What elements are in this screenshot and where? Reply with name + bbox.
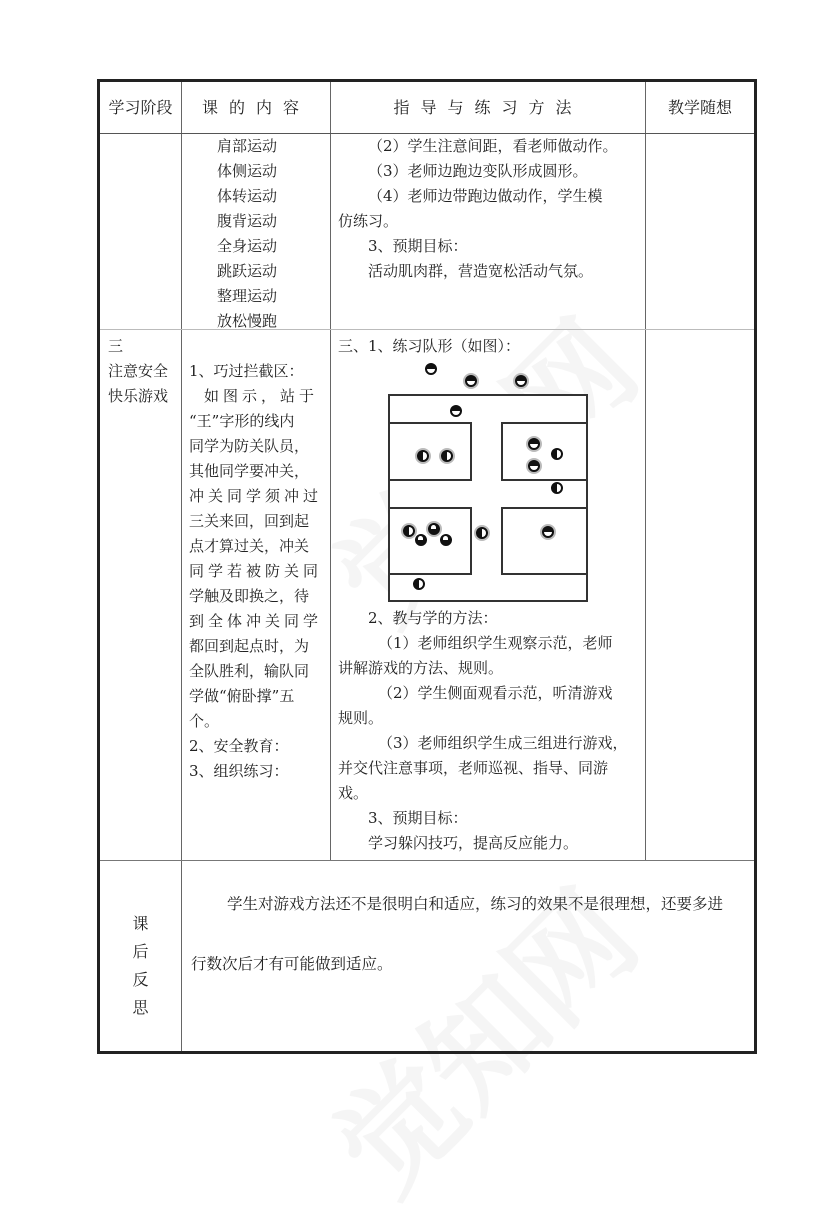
method-line: （2）学生侧面观看示范，听清游戏	[378, 684, 613, 702]
method-line: 3、预期目标：	[368, 809, 468, 827]
method-title: 三、1、练习队形（如图）：	[338, 337, 521, 355]
player-icon	[528, 438, 540, 450]
zone-box	[501, 422, 588, 481]
header-notes: 教学随想	[667, 98, 732, 117]
stage-line: 三	[108, 337, 124, 355]
method-line: （4）老师边带跑边做动作，学生模	[368, 187, 603, 205]
method-line: 仿练习。	[338, 212, 399, 230]
player-icon	[551, 448, 563, 460]
reflection-char: 反	[132, 970, 149, 989]
content-item: 跳跃运动	[217, 262, 278, 280]
content-line: 学触及即换之，待	[189, 587, 310, 605]
player-icon	[515, 375, 527, 387]
reflection-text	[191, 874, 751, 994]
content-line: 学做“俯卧撑”五	[189, 687, 295, 705]
content-line: 个。	[189, 712, 220, 730]
row2-method	[338, 606, 643, 856]
content-line: 点才算过关，冲关	[189, 537, 310, 555]
method-line: 2、教与学的方法：	[368, 609, 498, 627]
player-icon	[465, 375, 477, 387]
content-item: 体侧运动	[217, 162, 278, 180]
player-icon	[428, 523, 440, 535]
method-line: （3）老师组织学生成三组进行游戏，	[378, 734, 628, 752]
zone-box	[388, 507, 472, 575]
reflection-char: 思	[132, 998, 149, 1017]
player-icon	[425, 363, 437, 375]
content-line: 同学为防关队员，	[189, 437, 310, 455]
content-item: 全身运动	[217, 237, 278, 255]
reflection-char: 课	[132, 914, 149, 933]
player-icon	[528, 460, 540, 472]
method-line: 规则。	[338, 709, 384, 727]
header-stage: 学习阶段	[108, 98, 173, 117]
zone-box	[501, 507, 588, 575]
player-icon	[403, 525, 415, 537]
player-icon	[551, 482, 563, 494]
player-icon	[440, 534, 452, 546]
player-icon	[413, 578, 425, 590]
reflection-line: 行数次后才有可能做到适应。	[191, 955, 393, 973]
content-item: 肩部运动	[217, 137, 278, 155]
content-item: 体转运动	[217, 187, 278, 205]
stage-line: 快乐游戏	[108, 387, 169, 405]
content-item: 腹背运动	[217, 212, 278, 230]
content-item: 放松慢跑	[217, 312, 278, 330]
content-line: 2、安全教育：	[189, 737, 289, 755]
method-line: 3、预期目标：	[368, 237, 468, 255]
player-icon	[417, 450, 429, 462]
content-line: 都回到起点时，为	[189, 637, 310, 655]
content-line: 冲关同学须冲过	[189, 487, 323, 505]
content-line: 三关来回，回到起	[189, 512, 310, 530]
method-line: 活动肌肉群，营造宽松活动气氛。	[368, 262, 594, 280]
player-icon	[542, 526, 554, 538]
method-line: 并交代注意事项，老师巡视、指导、同游	[338, 759, 609, 777]
header-content: 课的内容	[201, 98, 310, 117]
method-line: （3）老师边跑边变队形成圆形。	[368, 162, 588, 180]
method-line: （2）学生注意间距，看老师做动作。	[368, 137, 618, 155]
lesson-plan-table	[97, 79, 757, 1054]
reflection-line: 学生对游戏方法还不是很明白和适应，练习的效果不是很理想，还要多进	[227, 895, 724, 913]
method-line: 讲解游戏的方法、规则。	[338, 659, 504, 677]
reflection-label	[100, 910, 181, 1022]
reflection-char: 后	[132, 942, 149, 961]
player-icon	[415, 534, 427, 546]
method-line: 戏。	[338, 784, 369, 802]
content-line: 3、组织练习：	[189, 762, 289, 780]
content-line: 全队胜利，输队同	[189, 662, 310, 680]
content-line: “王”字形的线内	[189, 412, 295, 430]
stage-line: 注意安全	[108, 362, 169, 380]
player-icon	[441, 450, 453, 462]
content-line: 如图示，站于	[204, 387, 319, 405]
method-line: （1）老师组织学生观察示范，老师	[378, 634, 613, 652]
zone-box	[388, 422, 472, 481]
content-item: 整理运动	[217, 287, 278, 305]
player-icon	[476, 527, 488, 539]
content-line: 到全体冲关同学	[189, 612, 323, 630]
method-line: 学习躲闪技巧，提高反应能力。	[368, 834, 579, 852]
header-method: 指导与练习方法	[393, 98, 583, 117]
player-icon	[450, 405, 462, 417]
content-line: 同学若被防关同	[189, 562, 323, 580]
content-line: 1、巧过拦截区：	[189, 362, 304, 380]
content-line: 其他同学要冲关，	[189, 462, 310, 480]
